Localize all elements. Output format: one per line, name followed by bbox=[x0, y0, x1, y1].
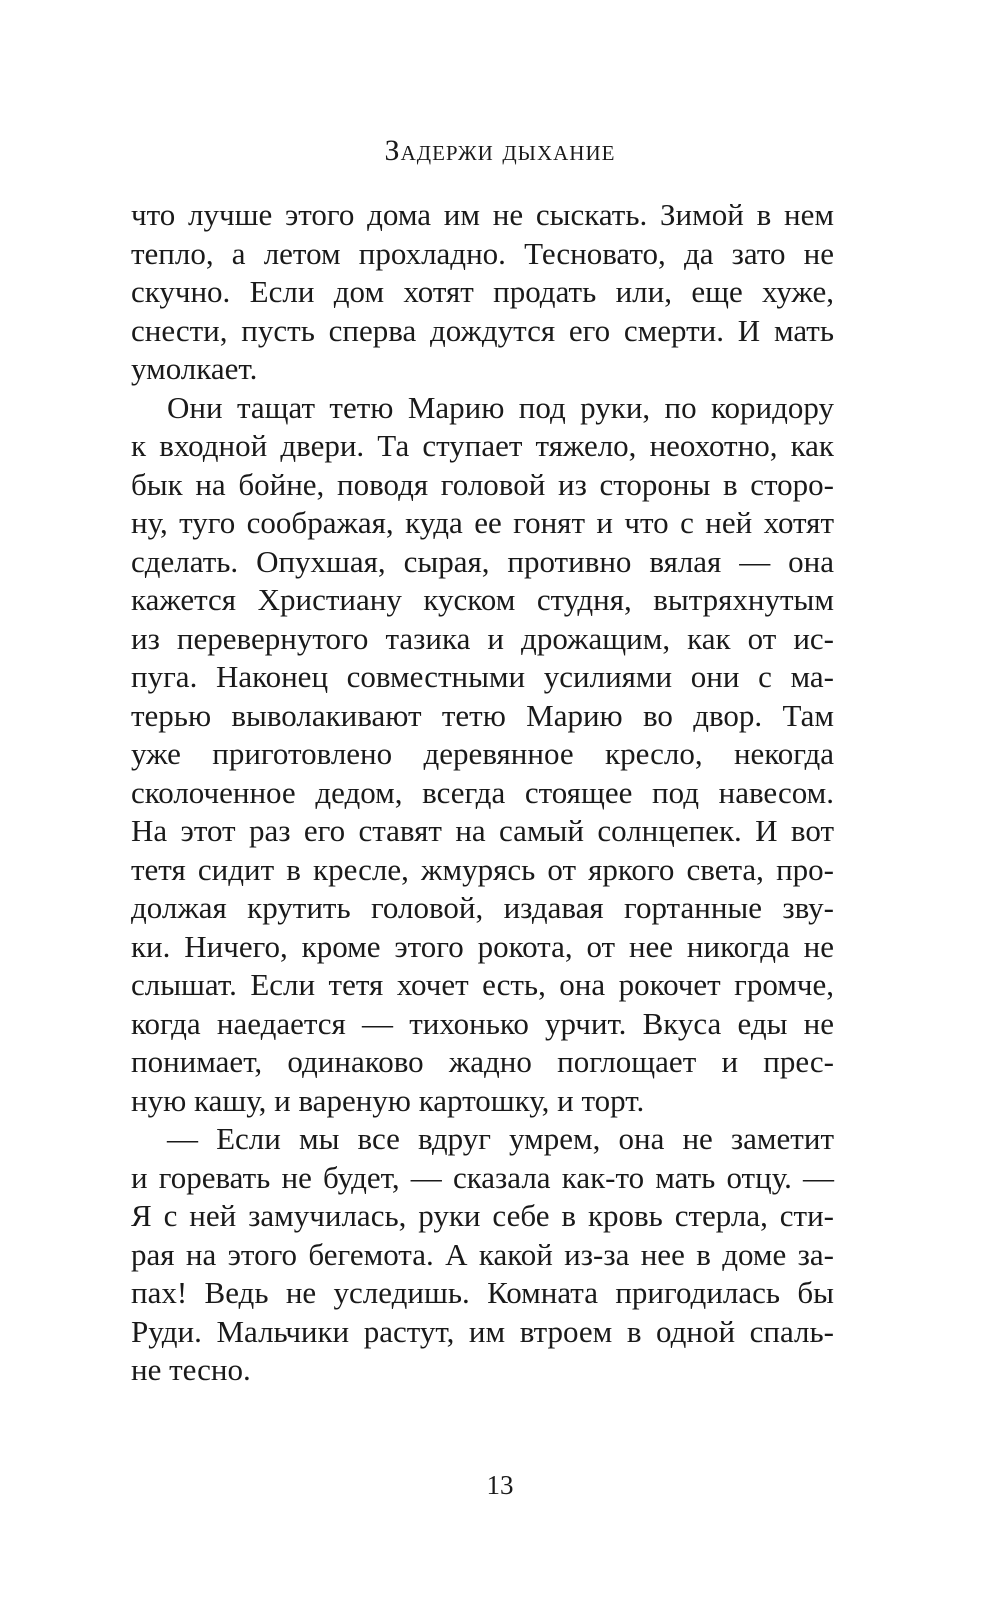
text-line: пах! Ведь не уследишь. Комната пригодилась бы bbox=[131, 1275, 834, 1310]
text-line: терью выволакивают тетю Марию во двор. Там bbox=[131, 697, 834, 733]
page-number: 13 bbox=[486, 1470, 514, 1500]
text-line: скучно. Если дом хотят продать или, еще хуже, bbox=[131, 274, 834, 309]
text-line: что лучше этого дома им не сыскать. Зимой в нем bbox=[131, 197, 834, 232]
body-text bbox=[131, 196, 834, 1390]
text-line: — Если мы все вдруг умрем, она не заметит bbox=[167, 1121, 834, 1156]
text-line: пуга. Наконец совместными усилиями они с ма- bbox=[131, 659, 834, 694]
text-line: из перевернутого тазика и дрожащим, как от ис- bbox=[131, 620, 834, 656]
text-line: слышат. Если тетя хочет есть, она рокочет громче, bbox=[131, 967, 834, 1002]
text-line: Они тащат тетю Марию под руки, по коридору bbox=[167, 389, 834, 425]
text-line: к входной двери. Та ступает тяжело, неохотно, как bbox=[131, 428, 834, 463]
text-line: ную кашу, и вареную картошку, и торт. bbox=[131, 1082, 645, 1118]
text-line: и горевать не будет, — сказала как-то мать отцу. — bbox=[131, 1159, 834, 1195]
text-line: снести, пусть сперва дождутся его смерти. И мать bbox=[131, 312, 834, 348]
text-line: рая на этого бегемота. А какой из-за нее в доме за- bbox=[131, 1236, 834, 1272]
text-line: умолкает. bbox=[131, 351, 258, 386]
text-line: тетя сидит в кресле, жмурясь от яркого света, про- bbox=[131, 851, 834, 887]
text-line: ки. Ничего, кроме этого рокота, от нее никогда не bbox=[131, 928, 834, 964]
text-line: не тесно. bbox=[131, 1352, 251, 1387]
text-line: понимает, одинаково жадно поглощает и прес- bbox=[131, 1044, 834, 1079]
text-line: должая крутить головой, издавая гортанные зву- bbox=[131, 890, 834, 925]
text-line: когда наедается — тихонько урчит. Вкуса еды не bbox=[131, 1005, 834, 1041]
text-line: Руди. Мальчики растут, им втроем в одной спаль- bbox=[131, 1313, 834, 1349]
text-line: сделать. Опухшая, сырая, противно вялая — она bbox=[131, 543, 834, 579]
text-line: ну, туго соображая, куда ее гонят и что с ней хотят bbox=[131, 505, 834, 540]
text-line: кажется Христиану куском студня, вытряхнутым bbox=[131, 582, 834, 617]
running-title: Задержи дыхание bbox=[384, 134, 616, 167]
text-line: уже приготовлено деревянное кресло, некогда bbox=[131, 736, 834, 771]
text-line: сколоченное дедом, всегда стоящее под навесом. bbox=[131, 774, 834, 810]
text-line: На этот раз его ставят на самый солнцепек. И вот bbox=[131, 813, 834, 848]
text-line: тепло, а летом прохладно. Тесновато, да зато не bbox=[131, 235, 834, 271]
text-line: Я с ней замучилась, руки себе в кровь стерла, сти- bbox=[131, 1198, 834, 1233]
text-line: бык на бойне, поводя головой из стороны в сторо- bbox=[131, 466, 834, 502]
